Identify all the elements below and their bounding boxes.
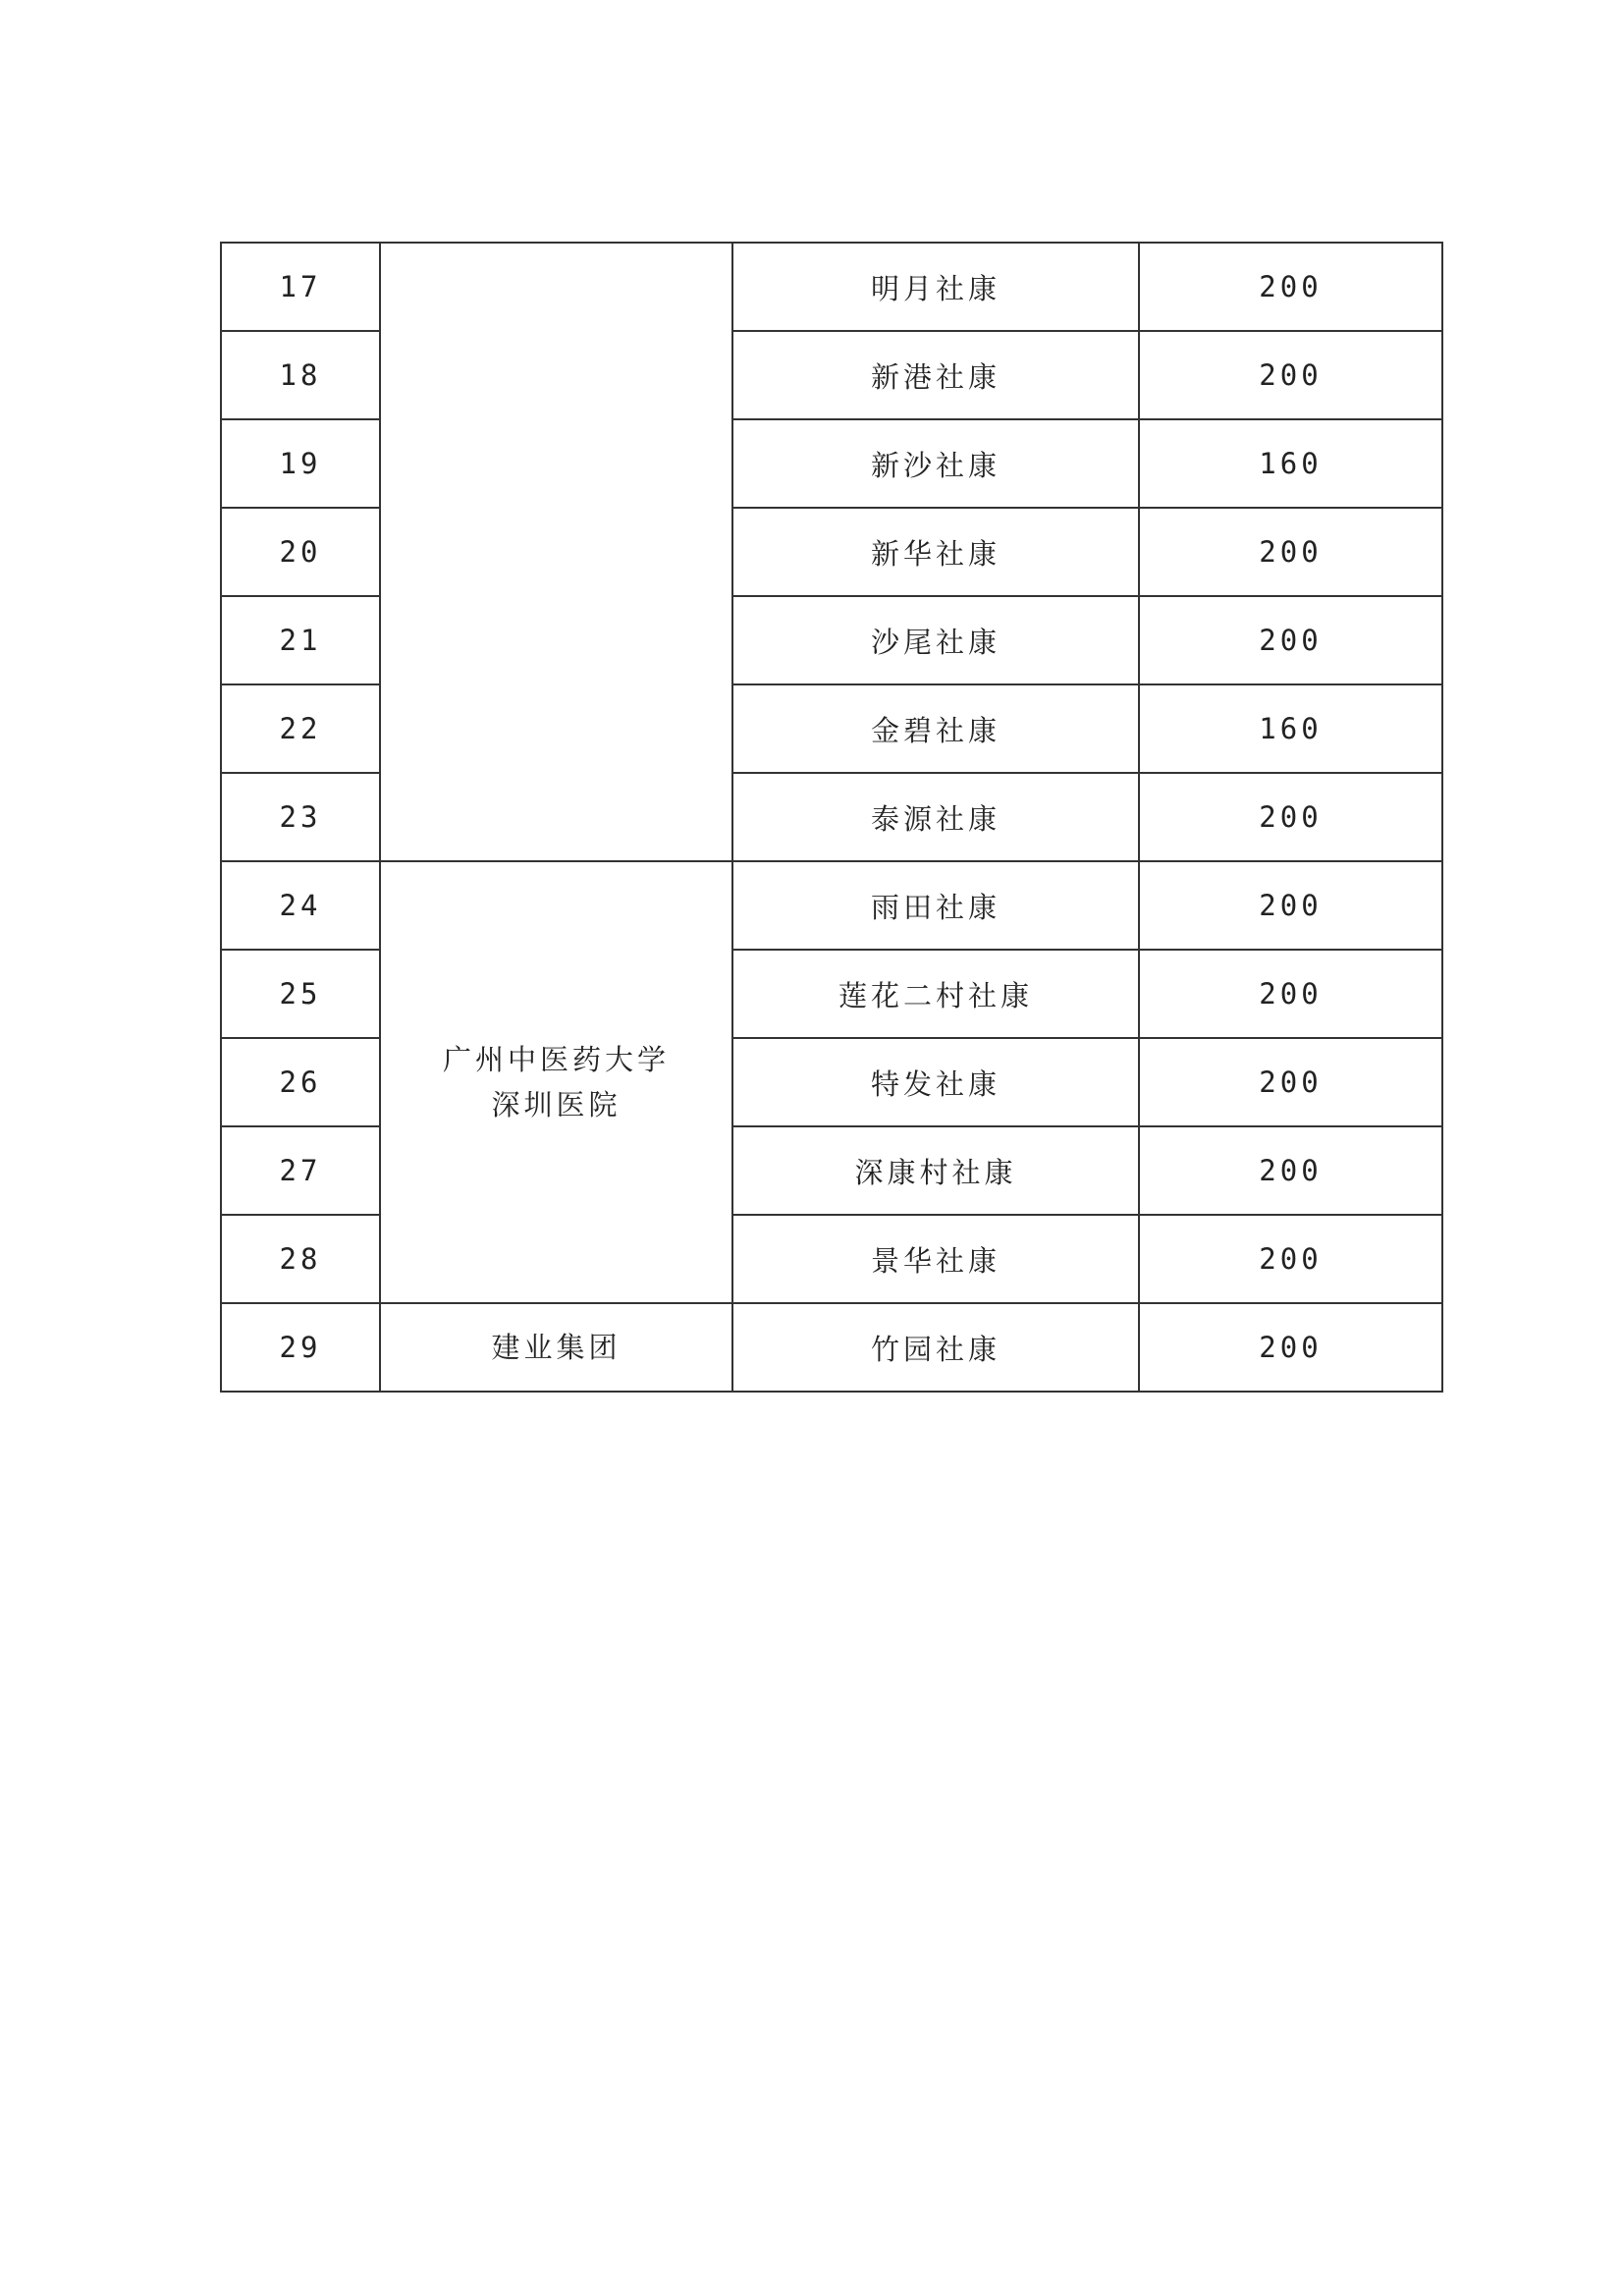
row-index: 22 bbox=[221, 684, 380, 773]
quantity: 200 bbox=[1139, 243, 1442, 331]
quantity: 200 bbox=[1139, 1126, 1442, 1215]
facility-name: 竹园社康 bbox=[732, 1303, 1139, 1392]
org-cell bbox=[380, 1303, 732, 1392]
facility-name: 金碧社康 bbox=[732, 684, 1139, 773]
row-index: 18 bbox=[221, 331, 380, 419]
row-index: 28 bbox=[221, 1215, 380, 1303]
facility-name: 沙尾社康 bbox=[732, 596, 1139, 684]
row-index: 29 bbox=[221, 1303, 380, 1392]
facility-name: 新华社康 bbox=[732, 508, 1139, 596]
quantity: 200 bbox=[1139, 596, 1442, 684]
row-index: 23 bbox=[221, 773, 380, 861]
allocation-table bbox=[220, 242, 1443, 1393]
row-index: 24 bbox=[221, 861, 380, 950]
org-name-line: 建业集团 bbox=[491, 1331, 622, 1364]
facility-name: 特发社康 bbox=[732, 1038, 1139, 1126]
facility-name: 雨田社康 bbox=[732, 861, 1139, 950]
row-index: 17 bbox=[221, 243, 380, 331]
row-index: 21 bbox=[221, 596, 380, 684]
table-row bbox=[221, 861, 1442, 950]
quantity: 200 bbox=[1139, 1303, 1442, 1392]
facility-name: 明月社康 bbox=[732, 243, 1139, 331]
row-index: 27 bbox=[221, 1126, 380, 1215]
table-row bbox=[221, 243, 1442, 331]
facility-name: 泰源社康 bbox=[732, 773, 1139, 861]
quantity: 160 bbox=[1139, 684, 1442, 773]
org-name-line: 深圳医院 bbox=[491, 1088, 622, 1121]
row-index: 25 bbox=[221, 950, 380, 1038]
quantity: 200 bbox=[1139, 508, 1442, 596]
row-index: 26 bbox=[221, 1038, 380, 1126]
org-cell bbox=[380, 861, 732, 1303]
quantity: 200 bbox=[1139, 331, 1442, 419]
org-name-line: 广州中医药大学 bbox=[442, 1043, 670, 1076]
row-index: 20 bbox=[221, 508, 380, 596]
quantity: 200 bbox=[1139, 1215, 1442, 1303]
table-row bbox=[221, 1303, 1442, 1392]
row-index: 19 bbox=[221, 419, 380, 508]
facility-name: 莲花二村社康 bbox=[732, 950, 1139, 1038]
facility-name: 深康村社康 bbox=[732, 1126, 1139, 1215]
org-cell bbox=[380, 243, 732, 861]
quantity: 200 bbox=[1139, 773, 1442, 861]
quantity: 200 bbox=[1139, 950, 1442, 1038]
quantity: 200 bbox=[1139, 861, 1442, 950]
quantity: 160 bbox=[1139, 419, 1442, 508]
facility-name: 新港社康 bbox=[732, 331, 1139, 419]
quantity: 200 bbox=[1139, 1038, 1442, 1126]
facility-name: 新沙社康 bbox=[732, 419, 1139, 508]
facility-name: 景华社康 bbox=[732, 1215, 1139, 1303]
